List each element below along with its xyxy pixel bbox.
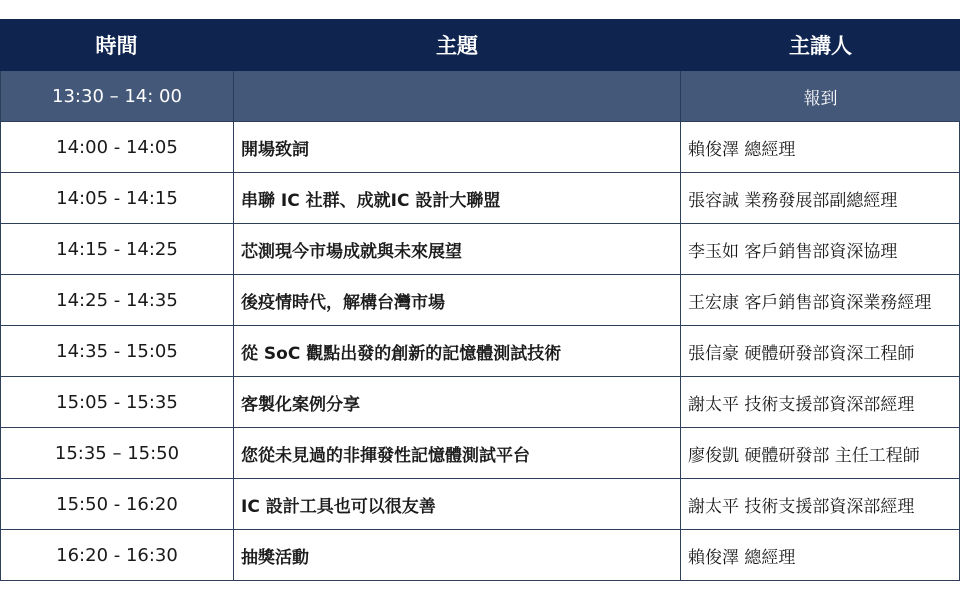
- schedule-table: [0, 19, 960, 581]
- speaker-cell: 謝太平 技術支援部資深部經理: [680, 479, 960, 529]
- speaker-cell: 廖俊凱 硬體研發部 主任工程師: [680, 428, 960, 478]
- table-row: [0, 275, 960, 326]
- table-row: [0, 479, 960, 530]
- time-cell: 15:05 - 15:35: [0, 377, 233, 427]
- table-row: [0, 530, 960, 581]
- table-row: [0, 173, 960, 224]
- header-time: 時間: [95, 34, 138, 58]
- checkin-row: [0, 71, 960, 122]
- header-speaker: 主講人: [680, 19, 960, 71]
- topic-cell: 開場致詞: [233, 122, 680, 172]
- speaker-cell: 李玉如 客戶銷售部資深協理: [680, 224, 960, 274]
- table-row: [0, 377, 960, 428]
- table-row: [0, 224, 960, 275]
- time-cell: 15:50 - 16:20: [0, 479, 233, 529]
- time-cell: 14:25 - 14:35: [0, 275, 233, 325]
- header-topic: 主題: [233, 19, 680, 71]
- topic-cell: 芯測現今市場成就與未來展望: [233, 224, 680, 274]
- speaker-cell: 賴俊澤 總經理: [680, 122, 960, 172]
- topic-cell: 您從未見過的非揮發性記憶體測試平台: [233, 428, 680, 478]
- time-cell: 15:35 – 15:50: [0, 428, 233, 478]
- speaker-cell: 王宏康 客戶銷售部資深業務經理: [680, 275, 960, 325]
- topic-cell: 抽獎活動: [233, 530, 680, 580]
- time-cell: 14:00 - 14:05: [0, 122, 233, 172]
- table-header-row: [0, 19, 960, 71]
- speaker-cell: 賴俊澤 總經理: [680, 530, 960, 580]
- table-row: [0, 326, 960, 377]
- topic-cell: 串聯 IC 社群、成就IC 設計大聯盟: [233, 173, 680, 223]
- topic-cell: IC 設計工具也可以很友善: [233, 479, 680, 529]
- table-row: [0, 122, 960, 173]
- time-cell: 14:35 - 15:05: [0, 326, 233, 376]
- time-cell: 16:20 - 16:30: [0, 530, 233, 580]
- speaker-cell: 謝太平 技術支援部資深部經理: [680, 377, 960, 427]
- time-cell: 14:05 - 14:15: [0, 173, 233, 223]
- speaker-cell: 張信豪 硬體研發部資深工程師: [680, 326, 960, 376]
- time-cell: 14:15 - 14:25: [0, 224, 233, 274]
- speaker-cell: 報到: [680, 71, 960, 121]
- topic-cell: [233, 71, 680, 121]
- topic-cell: 後疫情時代，解構台灣市場: [233, 275, 680, 325]
- topic-cell: 從 SoC 觀點出發的創新的記憶體測試技術: [233, 326, 680, 376]
- table-row: [0, 428, 960, 479]
- topic-cell: 客製化案例分享: [233, 377, 680, 427]
- time-cell: 13:30 – 14: 00: [0, 71, 233, 121]
- speaker-cell: 張容誠 業務發展部副總經理: [680, 173, 960, 223]
